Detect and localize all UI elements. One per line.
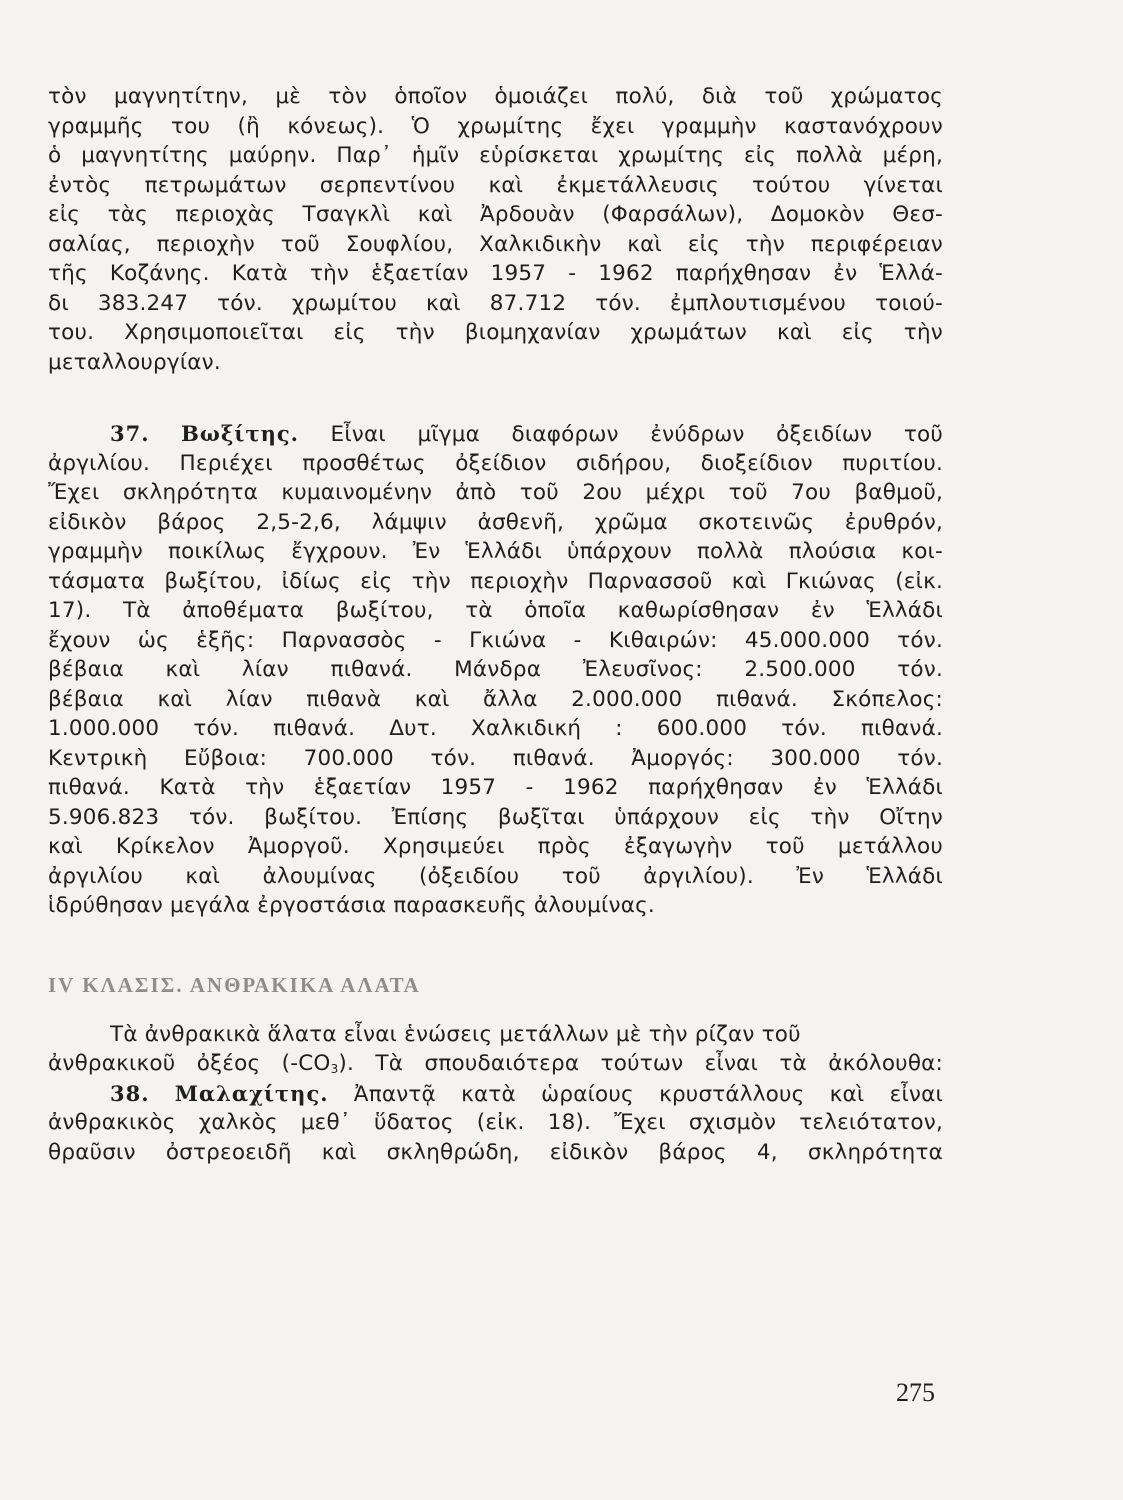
- text-line: 1.000.000 τόν. πιθανά. Δυτ. Χαλκιδική : 600.000 τόν. πιθανά.: [48, 716, 943, 741]
- entry-heading-line: [48, 1079, 943, 1109]
- text-line: πιθανά. Κατὰ τὴν ἑξαετίαν 1957 - 1962 παρήχθησαν ἐν Ἑλλάδι: [48, 775, 943, 800]
- text-line: ἱδρύθησαν μεγάλα ἐργοστάσια παρασκευῆς ἀλουμίνας.: [48, 893, 655, 918]
- text-line: ἐντὸς πετρωμάτων σερπεντίνου καὶ ἐκμετάλλευσις τούτου γίνεται: [48, 172, 943, 198]
- text-segment: ). Τὰ σπουδαιότερα τούτων εἶναι τὰ ἀκόλουθα:: [338, 1051, 943, 1076]
- text-line: μεταλλουργίαν.: [48, 349, 221, 375]
- entry-heading-line: [48, 419, 943, 449]
- entry-term: Μαλαχίτης.: [174, 1080, 329, 1106]
- text-line: Κεντρικὴ Εὔβοια: 700.000 τόν. πιθανά. Ἀμοργός: 300.000 τόν.: [48, 745, 943, 771]
- text-segment: Εἶναι μῖγμα διαφόρων ἐνύδρων ὀξειδίων τοῦ: [330, 422, 943, 447]
- page-number: 275: [896, 1378, 935, 1407]
- text-line: τῆς Κοζάνης. Κατὰ τὴν ἑξαετίαν 1957 - 1962 παρήχθησαν ἐν Ἑλλά-: [48, 261, 943, 286]
- text-line: βέβαια καὶ λίαν πιθανά. Μάνδρα Ἐλευσῖνος: 2.500.000 τόν.: [48, 657, 943, 682]
- text-line: ἀργιλίου. Περιέχει προσθέτως ὀξείδιον σιδήρου, διοξείδιον πυριτίου.: [48, 450, 943, 476]
- text-line: ἔχουν ὡς ἑξῆς: Παρνασσὸς - Γκιώνα - Κιθαιρών: 45.000.000 τόν.: [48, 627, 943, 653]
- text-line: ὁ μαγνητίτης μαύρην. Παρ᾽ ἡμῖν εὑρίσκεται χρωμίτης εἰς πολλὰ μέρη,: [48, 143, 943, 168]
- text-segment: Ἀπαντᾷ κατὰ ὡραίους κρυστάλλους καὶ εἶναι: [353, 1081, 943, 1107]
- text-line: 17). Τὰ ἀποθέματα βωξίτου, τὰ ὁποῖα καθωρίσθησαν ἐν Ἑλλάδι: [48, 598, 943, 623]
- text-line: τάσματα βωξίτου, ἰδίως εἰς τὴν περιοχὴν Παρνασσοῦ καὶ Γκιώνας (εἰκ.: [48, 568, 943, 594]
- text-line: 5.906.823 τόν. βωξίτου. Ἐπίσης βωξῖται ὑπάρχουν εἰς τὴν Οἴτην: [48, 804, 943, 830]
- text-line: εἰς τὰς περιοχὰς Τσαγκλὶ καὶ Ἀρδουὰν (Φαρσάλων), Δομοκὸν Θεσ-: [48, 202, 943, 227]
- text-line: ἀργιλίου καὶ ἀλουμίνας (ὀξειδίου τοῦ ἀργιλίου). Ἐν Ἑλλάδι: [48, 863, 943, 889]
- text-line: του. Χρησιμοποιεῖται εἰς τὴν βιομηχανίαν χρωμάτων καὶ εἰς τὴν: [48, 320, 943, 345]
- subscript: 3: [330, 1062, 339, 1076]
- section-heading: IV ΚΛΑΣΙΣ. ΑΝΘΡΑΚΙΚΑ ΑΛΑΤΑ: [48, 972, 421, 997]
- text-line: Ἔχει σκληρότητα κυμαινομένην ἀπὸ τοῦ 2ου μέχρι τοῦ 7ου βαθμοῦ,: [48, 480, 943, 505]
- text-line: γραμμῆς του (ἢ κόνεως). Ὁ χρωμίτης ἔχει γραμμὴν καστανόχρουν: [48, 113, 943, 139]
- paragraph-bauxite: [48, 419, 943, 921]
- text-line: τὸν μαγνητίτην, μὲ τὸν ὁποῖον ὁμοιάζει πολύ, διὰ τοῦ χρώματος: [48, 84, 943, 109]
- text-line: ἀνθρακικὸς χαλκὸς μεθ᾽ ὕδατος (εἰκ. 18). Ἔχει σχισμὸν τελειότατον,: [48, 1110, 943, 1135]
- entry-number: 37.: [110, 421, 150, 446]
- text-line: γραμμὴν ποικίλως ἔγχρουν. Ἐν Ἑλλάδι ὑπάρχουν πολλὰ πλούσια κοι-: [48, 539, 943, 564]
- text-line: σαλίας, περιοχὴν τοῦ Σουφλίου, Χαλκιδικὴν καὶ εἰς τὴν περιφέρειαν: [48, 231, 943, 257]
- text-line: εἰδικὸν βάρος 2,5-2,6, λάμψιν ἀσθενῆ, χρῶμα σκοτεινῶς ἐρυθρόν,: [48, 509, 943, 535]
- text-line: καὶ Κρίκελον Ἀμοργοῦ. Χρησιμεύει πρὸς ἐξαγωγὴν τοῦ μετάλλου: [48, 834, 943, 859]
- entry-number: 38.: [110, 1080, 150, 1106]
- text-segment: ἀνθρακικοῦ ὀξέος (-CO: [48, 1051, 331, 1076]
- formula-line: [48, 1049, 943, 1079]
- text-line: θραῦσιν ὀστρεοειδῆ καὶ σκληθρώδη, εἰδικὸν βάρος 4, σκληρότητα: [48, 1139, 943, 1165]
- page-body: [48, 82, 943, 1167]
- text-line: βέβαια καὶ λίαν πιθανὰ καὶ ἄλλα 2.000.000 πιθανά. Σκόπελος:: [48, 686, 943, 712]
- text-line: δι 383.247 τόν. χρωμίτου καὶ 87.712 τόν. ἐμπλουτισμένου τοιού-: [48, 290, 943, 316]
- entry-term: Βωξίτης.: [181, 421, 299, 446]
- paragraph-carbonates: [48, 1020, 943, 1079]
- text-line: Τὰ ἀνθρακικὰ ἅλατα εἶναι ἑνώσεις μετάλλων μὲ τὴν ρίζαν τοῦ: [110, 1021, 801, 1047]
- paragraph-malachite: [48, 1079, 943, 1168]
- paragraph-chromite: [48, 82, 943, 377]
